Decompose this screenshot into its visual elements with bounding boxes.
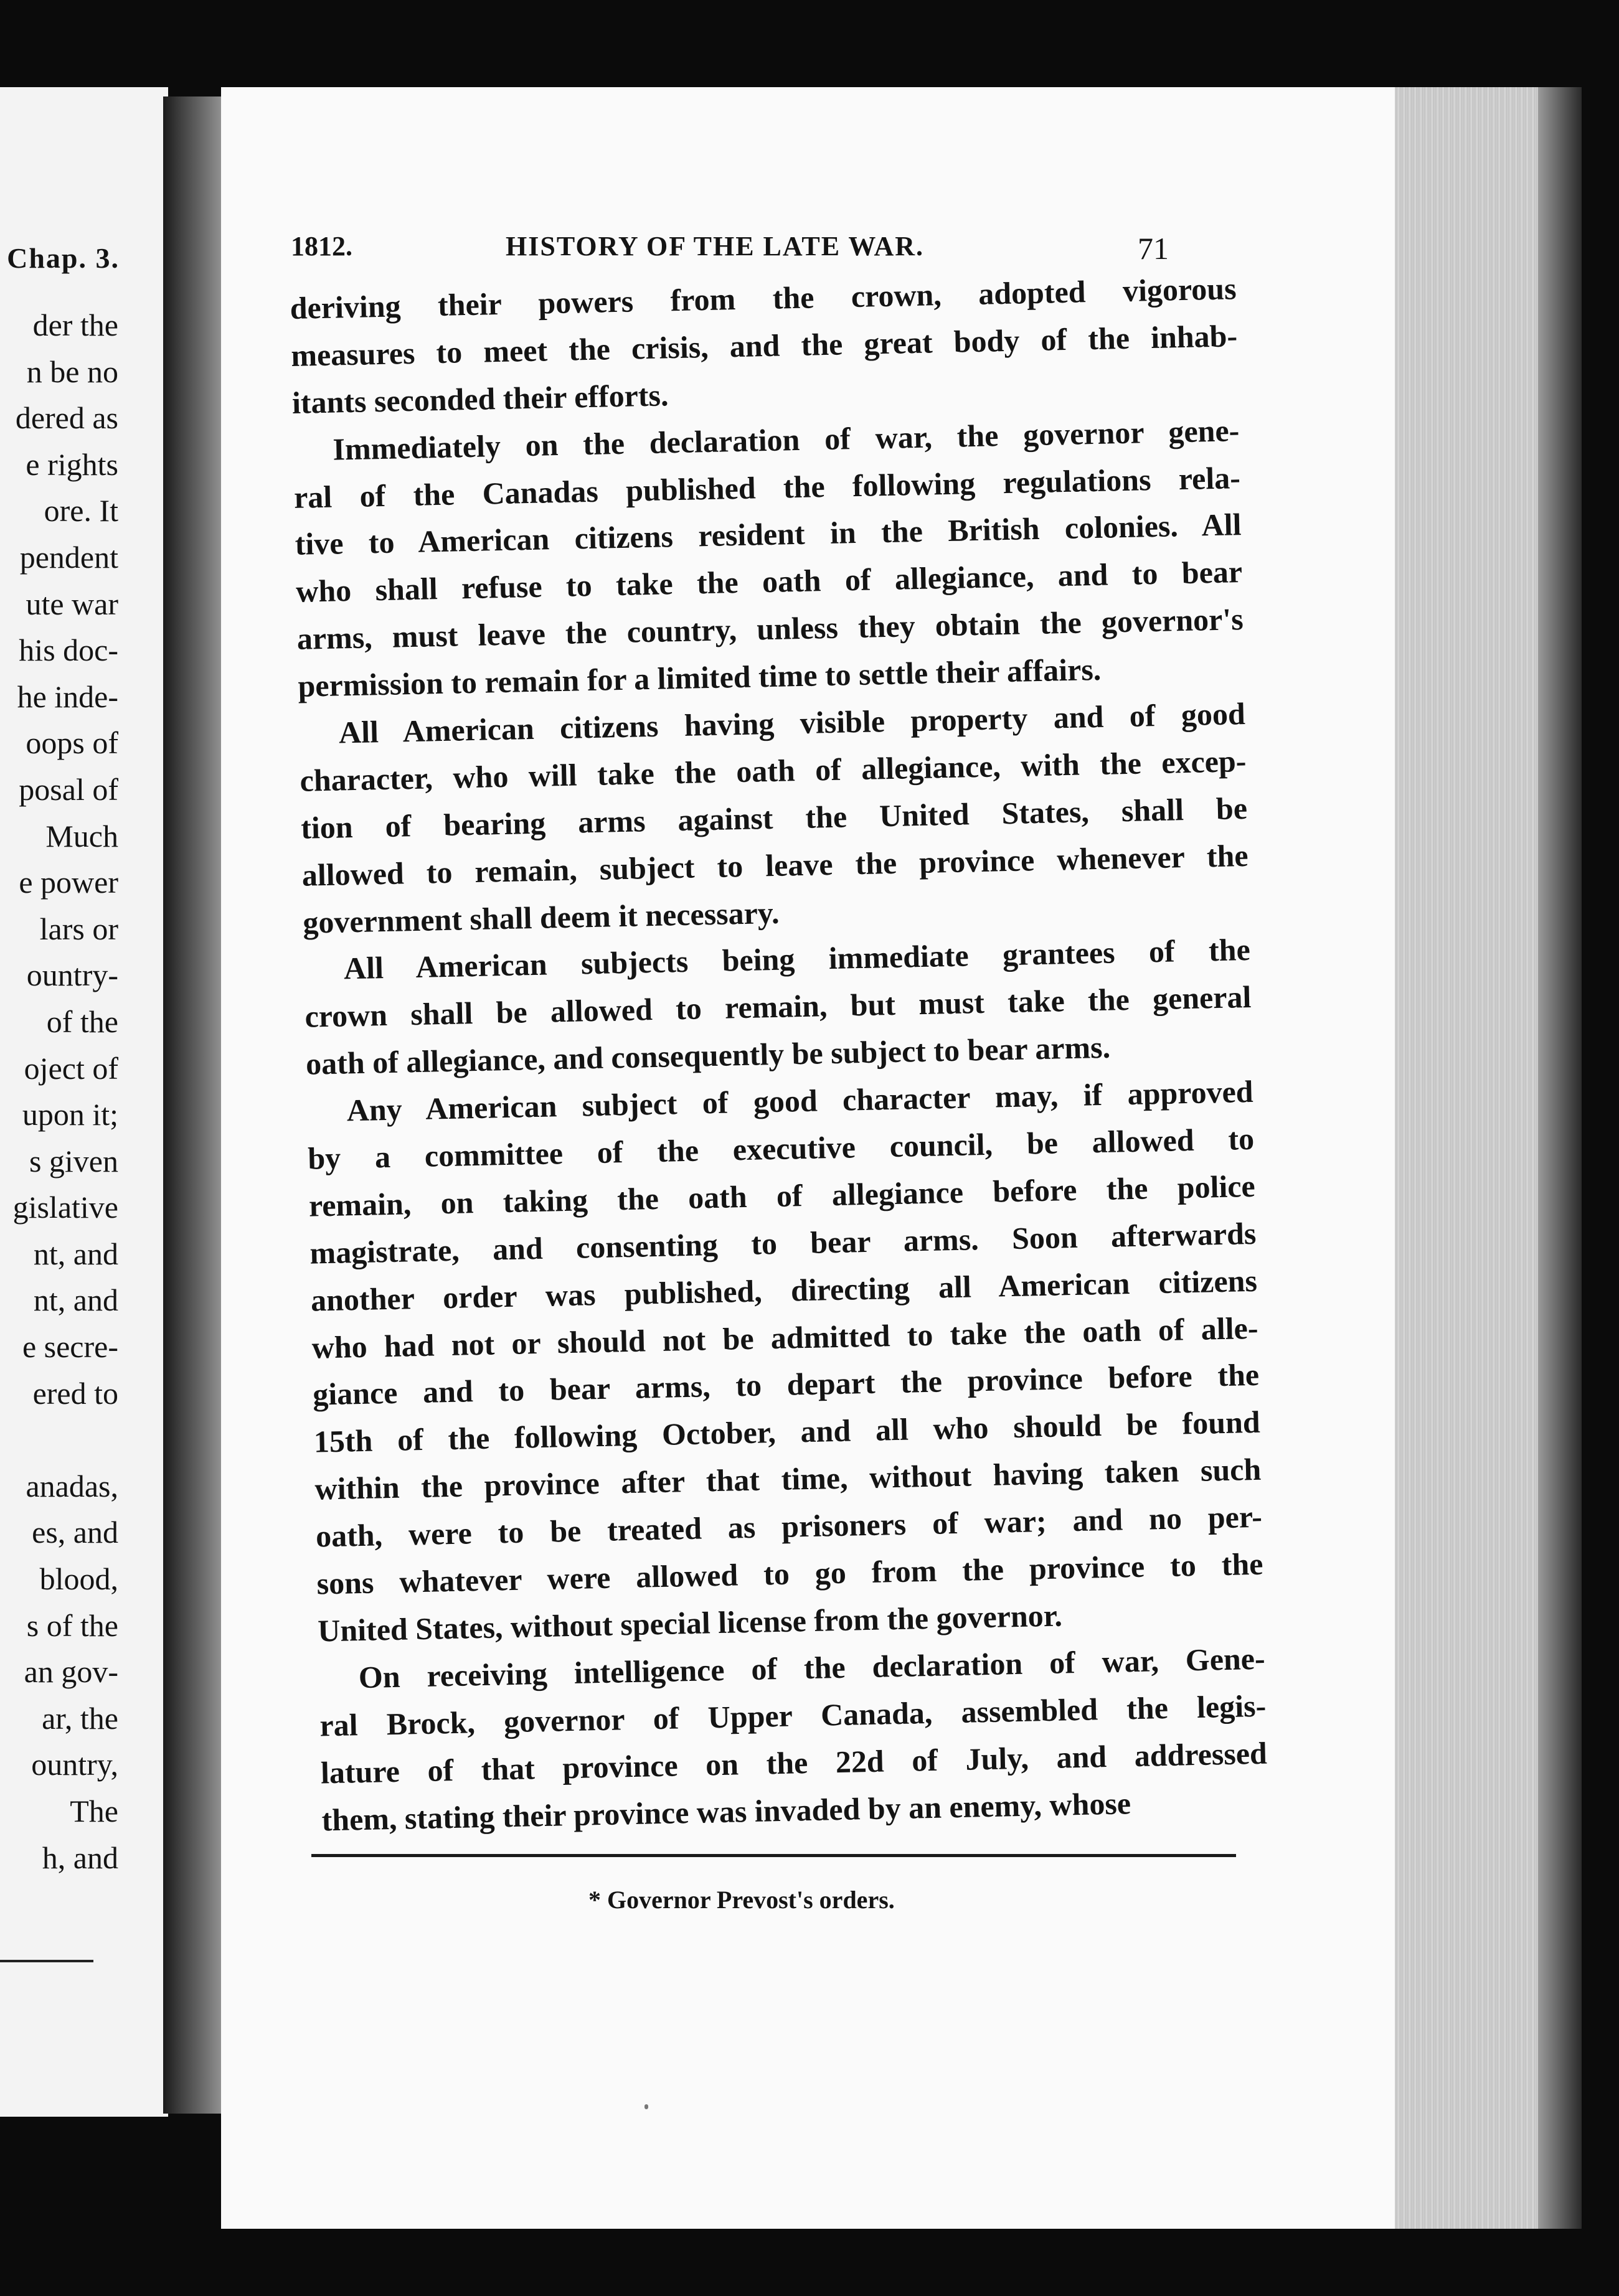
- text-line: sons whatever were allowed to go from the province to the: [316, 1546, 1263, 1601]
- left-page-line: posal of: [19, 771, 118, 807]
- paragraph: [303, 926, 1252, 1088]
- text-line: All American subjects being immediate grantees of the: [343, 932, 1251, 986]
- left-page-line: pendent: [19, 539, 118, 575]
- book-gutter: [163, 96, 225, 2114]
- left-page-line: ar, the: [42, 1700, 118, 1736]
- text-line: Immediately on the declaration of war, the governor gene-: [332, 412, 1240, 467]
- left-page-line: anadas,: [26, 1468, 118, 1503]
- left-page-line: blood,: [39, 1561, 118, 1597]
- paragraph: [293, 407, 1245, 710]
- left-page-line: [13, 1416, 118, 1463]
- text-line: tive to American citizens resident in the British colonies. All: [295, 507, 1242, 562]
- left-page-line: s given: [29, 1143, 118, 1179]
- running-head: [291, 230, 1206, 268]
- left-page-line: der the: [32, 308, 118, 342]
- left-page-line: oject of: [24, 1050, 118, 1086]
- speck: [644, 2104, 648, 2109]
- text-line: allowed to remain, subject to leave the province whenever the: [301, 837, 1249, 893]
- left-page-line: his doc-: [19, 633, 118, 668]
- left-page-line: gislative: [12, 1190, 118, 1225]
- body-text: [290, 265, 1268, 1844]
- text-line: another order was published, directing all American citizens: [310, 1263, 1258, 1318]
- text-line: who had not or should not be admitted to take the oath of alle-: [311, 1310, 1258, 1365]
- text-line: within the province after that time, without having taken such: [314, 1452, 1262, 1507]
- left-page-line: lars or: [39, 911, 118, 946]
- left-page-line: e power: [19, 865, 118, 900]
- left-page-line: nt, and: [33, 1236, 118, 1271]
- footnote: * Governor Prevost's orders.: [588, 1886, 895, 1914]
- left-page-line: of the: [46, 1004, 118, 1039]
- left-page-line: The: [70, 1794, 118, 1828]
- left-page-header: Chap. 3.: [7, 242, 120, 274]
- text-line: character, who will take the oath of allegiance, with the excep-: [300, 743, 1247, 798]
- text-line: 15th of the following October, and all who should be found: [313, 1404, 1261, 1459]
- text-line: crown shall be allowed to remain, but must take the general: [304, 979, 1252, 1035]
- left-page-line: es, and: [32, 1515, 118, 1550]
- left-page-line: dered as: [15, 400, 118, 436]
- main-page: [221, 87, 1414, 2229]
- left-page-line: ute war: [26, 586, 118, 621]
- left-page-line: ore. It: [44, 493, 118, 529]
- text-line: itants seconded their efforts.: [291, 377, 669, 420]
- text-line: All American citizens having visible property and of good: [338, 696, 1246, 750]
- text-line: giance and to bear arms, to depart the province before the: [312, 1357, 1260, 1413]
- paragraph: [290, 265, 1239, 426]
- left-page-line: ered to: [32, 1375, 118, 1411]
- text-line: magistrate, and consenting to bear arms. Soon afterwards: [309, 1215, 1257, 1271]
- left-footnote-rule: [0, 1960, 93, 1962]
- left-page-line: nt, and: [33, 1282, 118, 1318]
- paragraph: [298, 690, 1250, 946]
- text-line: deriving their powers from the crown, adopted vigorous: [290, 271, 1237, 326]
- text-line: by a committee of the executive council, be allowed to: [307, 1121, 1255, 1176]
- left-page-line: e secre-: [22, 1329, 118, 1365]
- left-page-line: Much: [45, 818, 118, 854]
- paragraph: [318, 1635, 1268, 1844]
- footnote-rule: [311, 1854, 1236, 1857]
- text-line: remain, on taking the oath of allegiance before the police: [308, 1168, 1256, 1223]
- text-line: oath, were to be treated as prisoners of war; and no per-: [315, 1499, 1263, 1554]
- text-line: permission to remain for a limited time to settle their affairs.: [297, 651, 1102, 703]
- text-line: tion of bearing arms against the United States, shall be: [300, 790, 1248, 845]
- left-page-text: [13, 302, 118, 1881]
- left-page: [0, 87, 168, 2117]
- left-page-line: s of the: [26, 1607, 118, 1643]
- left-page-line: he inde-: [17, 679, 118, 714]
- text-line: government shall deem it necessary.: [302, 895, 780, 940]
- left-page-line: an gov-: [24, 1654, 118, 1690]
- left-page-line: upon it;: [22, 1097, 118, 1132]
- text-line: United States, without special license from the governor.: [317, 1597, 1063, 1649]
- text-line: measures to meet the crisis, and the great body of the inhab-: [290, 318, 1238, 373]
- left-page-line: n be no: [26, 354, 118, 389]
- page-block-shadow: [1538, 87, 1582, 2229]
- left-page-line: h, and: [42, 1840, 118, 1875]
- text-line: them, stating their province was invaded by an enemy, whose: [321, 1785, 1131, 1837]
- header-year: 1812.: [291, 231, 352, 261]
- left-page-line: e rights: [26, 446, 118, 482]
- left-page-line: oops of: [26, 725, 118, 761]
- page-number: 71: [1138, 231, 1169, 266]
- text-line: ral of the Canadas published the following regulations rela-: [293, 459, 1241, 515]
- header-title: HISTORY OF THE LATE WAR.: [506, 231, 924, 261]
- text-line: On receiving intelligence of the declaration of war, Gene-: [358, 1640, 1266, 1695]
- text-line: lature of that province on the 22d of July, and addressed: [320, 1735, 1268, 1790]
- paragraph: [306, 1068, 1265, 1655]
- left-page-line: ountry-: [26, 957, 118, 993]
- text-line: oath of allegiance, and consequently be subject to bear arms.: [305, 1029, 1111, 1081]
- text-line: who shall refuse to take the oath of allegiance, and to bear: [295, 554, 1243, 609]
- text-line: ral Brock, governor of Upper Canada, assembled the legis-: [319, 1688, 1267, 1743]
- text-line: Any American subject of good character may, if approved: [346, 1074, 1254, 1128]
- text-line: arms, must leave the country, unless they obtain the governor's: [296, 601, 1244, 657]
- left-page-line: ountry,: [31, 1747, 118, 1782]
